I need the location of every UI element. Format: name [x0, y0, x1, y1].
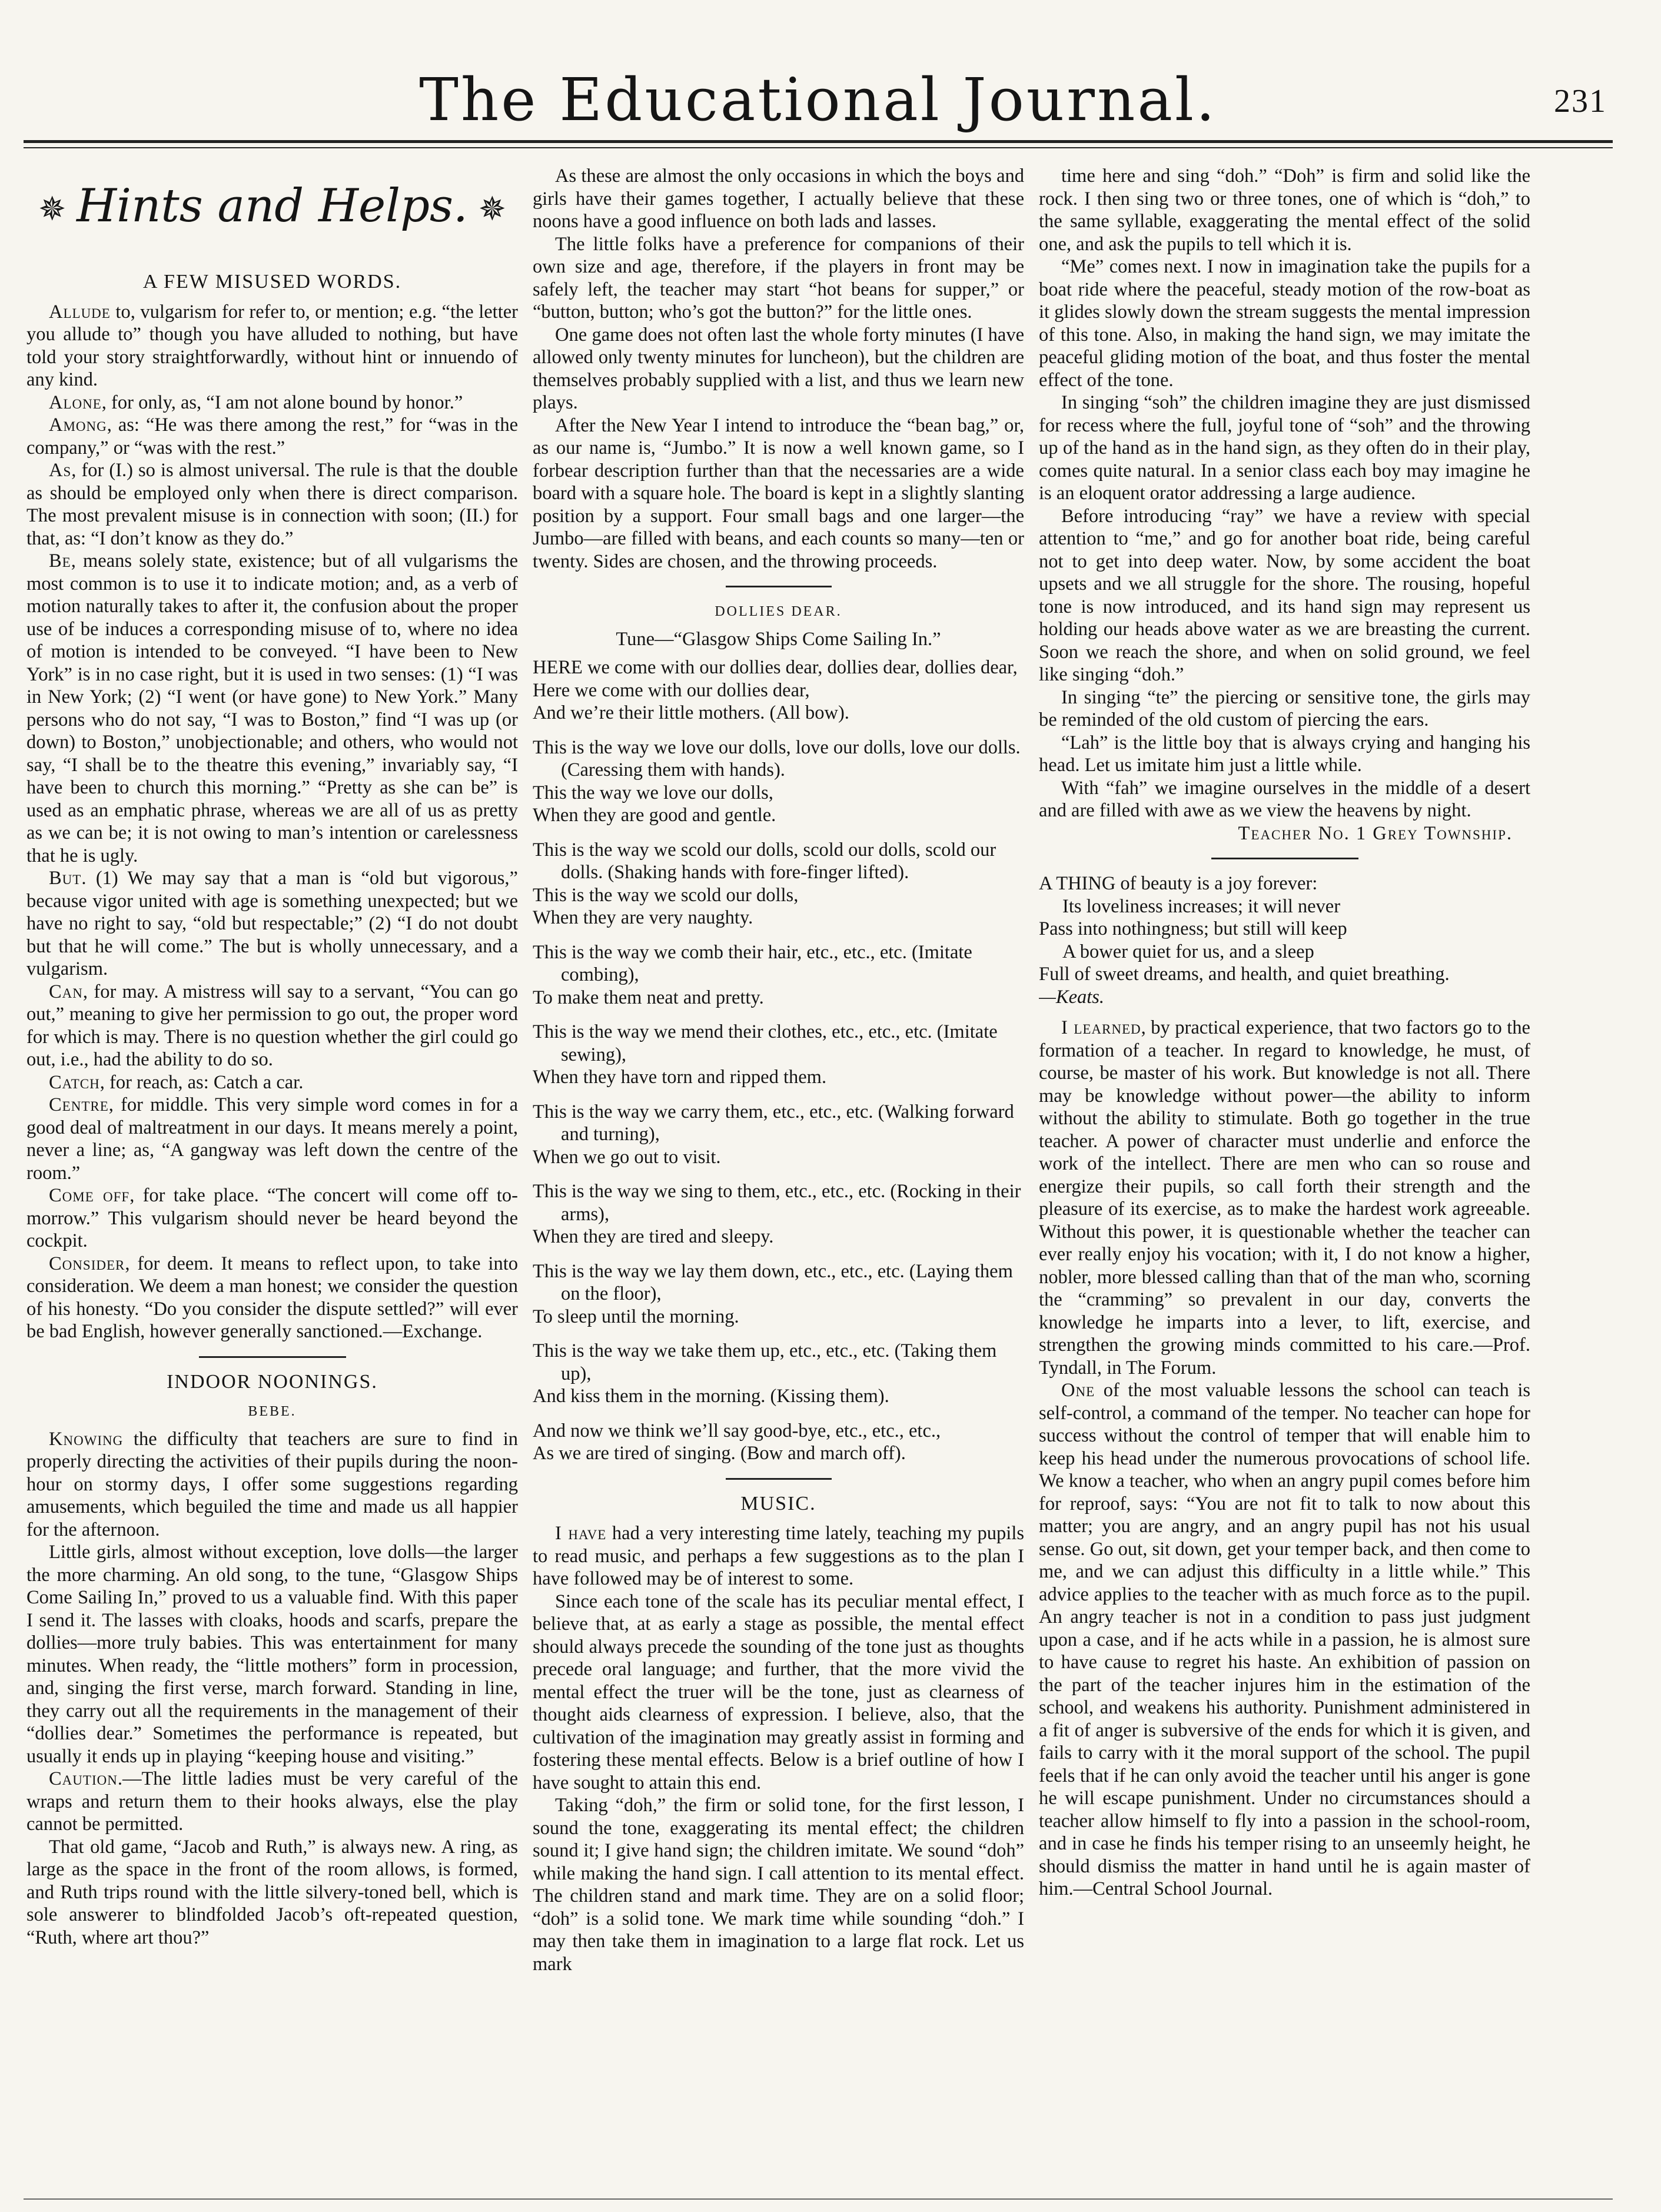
song-stanza [533, 736, 1024, 827]
paragraph: “Me” comes next. I now in imagination take the pupils for a boat ride where the peaceful, steady motion of the row-boat as it glides slowly down the stream suggests the mental impression of this tone. Also, in making the hand sign, we may imitate the peaceful gliding motion of the boat, and thus foster the mental effect of the tone. [1039, 256, 1530, 391]
paragraph-text: had a very interesting time lately, teaching my pupils to read music, and perhaps a few suggestions as to the plan I have followed may be of interest to some. [533, 1523, 1024, 1589]
column-2 [533, 165, 1024, 2178]
masthead [24, 65, 1613, 135]
song-line: This is the way we carry them, etc., etc., etc. (Walking forward and turning), [533, 1101, 1014, 1145]
masthead-rule [24, 140, 1613, 143]
paragraph [533, 1794, 1024, 1975]
paragraph: time here and sing “doh.” “Doh” is firm and solid like the rock. I then sing two or three tones, one of which is “doh,” to the same syllable, exaggerating the mental effect of the solid one, and ask the pupils to tell which it is. [1039, 165, 1530, 255]
paragraph [533, 1522, 1024, 1590]
song-line: And we’re their little mothers. (All bow). [533, 702, 849, 723]
paragraph-lead: But [49, 868, 82, 889]
song-stanza [533, 941, 1024, 1009]
song-stanza [533, 1340, 1024, 1408]
paragraph [26, 1541, 518, 1768]
paragraph [26, 391, 518, 414]
paragraph-lead: I learned [1061, 1017, 1141, 1038]
paragraph-lead: Can [49, 981, 83, 1002]
paragraph-lead: Catch [49, 1071, 100, 1093]
signature: Teacher No. 1 Grey Township. [1238, 822, 1513, 844]
paragraph-lead: Be [49, 550, 71, 572]
section-title: Hints and Helps. [77, 180, 468, 233]
paragraph: With “fah” we imagine ourselves in the middle of a desert and are filled with awe as we view the heavens by night. [1039, 777, 1530, 821]
column-1 [26, 165, 518, 2178]
column-3 [1039, 165, 1530, 2178]
paragraph-text: Since each tone of the scale has its peculiar mental effect, I believe that, at as early a stage as possible, the mental effect should always precede the sounding of the tone just as thoughts precede oral language; and further, that the more vivid the mental effect the truer will be the tone, just as clearness of thought aids clearness of expression. I believe, also, that the cultivation of the imagination may greatly assist in forming and fostering these mental effects. Below is a brief outline of how I have sought to attain this end. [533, 1590, 1024, 1793]
paragraph: “Lah” is the little boy that is always crying and hanging his head. Let us imitate him just a little while. [1039, 732, 1530, 776]
song-stanza [533, 1180, 1024, 1248]
poem-line: A THING of beauty is a joy forever: [1039, 873, 1318, 894]
song-line: And kiss them in the morning. (Kissing them). [533, 1386, 889, 1407]
paragraph-text: , for take place. “The concert will come off to-morrow.” This vulgarism should never be heard beyond the cockpit. [26, 1185, 518, 1251]
paragraph-text: , for middle. This very simple word comes in for a good deal of maltreatment in our days. It means merely a point, never a line; as, “A gangway was left down the centre of the room.” [26, 1094, 518, 1184]
paragraph-lead: Consider [49, 1253, 125, 1274]
song-line: Here we come with our dollies dear, [533, 679, 810, 701]
article-heading: MUSIC. [740, 1492, 816, 1514]
paragraph-text: That old game, “Jacob and Ruth,” is always new. A ring, as large as the space in the front of the room allows, is formed, and Ruth trips round with the little silvery-toned bell, which is sole answerer to blindfolded Jacob’s oft-repeated question, “Ruth, where art thou?” [26, 1836, 518, 1948]
article-heading: INDOOR NOONINGS. [167, 1370, 378, 1393]
song-stanza [533, 1260, 1024, 1328]
paragraph: One game does not often last the whole forty minutes (I have allowed only twenty minutes for luncheon), but the children are themselves probably supplied with a list, and thus we learn new plays. [533, 324, 1024, 413]
paragraph-text: , for deem. It means to reflect upon, to take into consideration. We deem a man honest; we consider the question of his honesty. “Do you consider the dispute settled?” will ever be bad English, however generally sanctioned.—Exchange. [26, 1253, 518, 1342]
song-line: This is the way we scold our dolls, scold our dolls, scold our dolls. (Shaking hands with fore-finger lifted). [533, 839, 996, 883]
poem [1039, 872, 1530, 1008]
paragraph-text: .—The little ladies must be very careful of the wraps and return them to their hooks always, else the play cannot be permitted. [26, 1768, 518, 1835]
poem-line: Full of sweet dreams, and health, and quiet breathing. [1039, 964, 1450, 985]
song-title: DOLLIES DEAR. [715, 604, 842, 619]
song-line: This is the way we love our dolls, love our dolls, love our dolls. (Caressing them with hands). [533, 736, 1021, 780]
paragraph-text: , means solely state, existence; but of all vulgarisms the most common is to use it to indicate motion; and, as a verb of motion naturally takes to after it, the confusion about the proper use of be induces a corresponding misuse of to, where no idea of motion is intended to be conveyed. “I have been to New York” is in no case right, but it is used in two senses: (1) “I was in New York; (2) “I went (or have gone) to New York.” Many persons who do not say, “I was to Boston,” find “I was up (or down) to Boston,” unobjectionable; and others, who would not say, “I shall be to the theatre this evening,” invariably say, “I have been to church this morning.” “Pretty as she can be” is used as an emphatic phrase, whereas we are all of us as pretty as we can be; it is not owing to man’s intention or carelessness that he is ugly. [26, 550, 518, 866]
paragraph [26, 1184, 518, 1253]
article-body [1039, 165, 1530, 822]
paragraph [26, 981, 518, 1071]
song-stanza [533, 839, 1024, 929]
paragraph [26, 1836, 518, 1949]
paragraph [1039, 1379, 1530, 1901]
paragraph [26, 867, 518, 981]
paragraph-text: of the most valuable lessons the school can teach is self-control, a command of the temper. No teacher can hope for success without the control of temper that will enable him to keep his head under the numerous provocations of school life. We know a teacher, who when an angry pupil comes before him for reproof, says: “You are not fit to talk to now about this matter; you are angry, and an angry pupil has not his usual sense. Go out, sit down, get your temper back, and then come to me, and we can adjust this difficulty in a little while.” This advice applies to the teacher with as much force as to the pupil. An angry teacher is not in a condition to pass just judgment upon a case, and if he acts while in a passion, he is almost sure to have cause to regret his haste. An exhibition of passion on the part of the teacher injures him in the estimation of the school, and weakens his authority. Punishment administered in a fit of anger is subversive of the ends for which it is given, and fails to carry with it the moral support of the school. The pupil feels that if he can only avoid the teacher until his anger is gone he will escape punishment. Under no circumstances should a teacher allow himself to fly into a passion in the school-room, and in case he finds his temper rising to an unseemly height, he should dismiss the matter in hand until he is again master of him.—Central School Journal. [1039, 1380, 1530, 1899]
paragraph [1039, 1017, 1530, 1379]
paragraph-text: Taking “doh,” the firm or solid tone, for the first lesson, I sound the tone, exaggerating its mental effect; the children sound it; I give hand sign; the children imitate. We sound “doh” while making the hand sign. I call attention to its mental effect. The children stand and mark time. They are on a solid floor; “doh” is a solid tone. We mark time while sounding “doh.” I may then take them in imagination to a large flat rock. Let us mark [533, 1795, 1024, 1975]
song-stanza [533, 656, 1024, 725]
song-line: This is the way we mend their clothes, etc., etc., etc. (Imitate sewing), [533, 1021, 998, 1065]
paragraph: The little folks have a preference for companions of their own size and age, therefore, if the players in front may be safely left, the teacher may start “hot beans for supper,” or “button, button; who’s got the button?” for the little ones. [533, 233, 1024, 323]
article-body [533, 165, 1024, 573]
paragraph-text: , for may. A mistress will say to a servant, “You can go out,” meaning to give her permission to go out, the proper word for which is may. There is no question whether the girl could go out, i.e., had the ability to do so. [26, 981, 518, 1070]
paragraph: After the New Year I intend to introduce the “bean bag,” or, as our name is, “Jumbo.” It is now a well known game, so I forbear description further than that the necessaries are a wide board with a square hole. The board is kept in a slightly slanting position by a support. Four small bags and one larger—the Jumbo—are filled with beans, and each counts so many—ten or twenty. Sides are chosen, and the throwing proceeds. [533, 414, 1024, 572]
paragraph: In singing “te” the piercing or sensitive tone, the girls may be reminded of the old custom of piercing the ears. [1039, 686, 1530, 730]
divider [199, 1356, 346, 1358]
paragraph [26, 1428, 518, 1542]
paragraph: In singing “soh” the children imagine they are just dismissed for recess where the full, joyful tone of “soh” and the throwing up of the hand as in the hand sign, as they often do in their play, comes quite natural. In a senior class each boy may imagine he is an eloquent orator addressing a large audience. [1039, 392, 1530, 504]
paragraph-text: to, vulgarism for refer to, or mention; e.g. “the letter you allude to” though you have alluded to nothing, but have told your story straightforwardly, without hint or innuendo of any kind. [26, 301, 518, 390]
song-stanza [533, 1101, 1024, 1169]
paragraph-text: Little girls, almost without exception, love dolls—the larger the more charming. An old song, to the tune, “Glasgow Ships Come Sailing In,” proved to us a valuable find. With this paper I send it. The lasses with cloaks, hoods and scarfs, prepare the dollies—more truly babies. This was entertainment for many minutes. When ready, the “little mothers” form in procession, and, singing the first verse, march forward. Standing in line, they carry out all the requirements in the management of their “dollies dear.” Sometimes the performance is repeated, but usually it ends up in playing “keeping house and visiting.” [26, 1542, 518, 1767]
paragraph [26, 1071, 518, 1094]
paragraph [26, 1094, 518, 1184]
masthead-rule-thin [24, 147, 1613, 148]
paragraph-lead: As [49, 460, 72, 481]
paragraph-text: . (1) We may say that a man is “old but vigorous,” because vigor united with age is something unexpected; but we have no right to say, “old but respectable;” (2) “I do not doubt but that he will come.” The but is wholly unnecessary, and a vulgarism. [26, 868, 518, 979]
song-lyrics [533, 656, 1024, 1465]
poem-line: A bower quiet for us, and a sleep [1062, 941, 1314, 962]
song-line: When they have torn and ripped them. [533, 1067, 827, 1088]
article-byline: BEBE. [248, 1404, 297, 1419]
song-line: When we go out to visit. [533, 1146, 721, 1168]
paragraph [26, 459, 518, 550]
article-body [1039, 1017, 1530, 1901]
song-line: This is the way we scold our dolls, [533, 884, 799, 906]
poem-line: Pass into nothingness; but still will keep [1039, 918, 1347, 939]
poem-attribution: —Keats. [1039, 986, 1105, 1008]
song-stanza [533, 1021, 1024, 1089]
song-line: When they are tired and sleepy. [533, 1226, 774, 1247]
article-body [26, 301, 518, 1343]
paragraph: As these are almost the only occasions in which the boys and girls have their games together, I actually believe that these noons have a good influence on both lads and lasses. [533, 165, 1024, 232]
paragraph-text: , for reach, as: Catch a car. [99, 1071, 304, 1093]
paragraph [26, 550, 518, 867]
song-line: This the way we love our dolls, [533, 782, 773, 803]
song-line: This is the way we sing to them, etc., etc., etc. (Rocking in their arms), [533, 1181, 1021, 1225]
divider [726, 586, 832, 587]
paragraph-lead: Come off [49, 1185, 130, 1206]
bottom-rule [24, 2198, 1613, 2200]
article-body [533, 1522, 1024, 1975]
song-tune: Tune—“Glasgow Ships Come Sailing In.” [616, 628, 941, 650]
divider [726, 1478, 832, 1480]
paragraph-lead: Caution [49, 1768, 118, 1789]
poem-line: Its loveliness increases; it will never [1062, 895, 1341, 917]
paragraph-lead: I have [555, 1523, 607, 1544]
song-line: This is the way we comb their hair, etc., etc., etc. (Imitate combing), [533, 941, 972, 985]
song-line: To make them neat and pretty. [533, 987, 764, 1008]
song-line: HERE we come with our dollies dear, dollies dear, dollies dear, [533, 657, 1018, 678]
paragraph [26, 414, 518, 459]
song-line: This is the way we take them up, etc., etc., etc. (Taking them up), [533, 1340, 997, 1384]
paragraph-lead: Allude [49, 301, 111, 323]
paragraph: Before introducing “ray” we have a review with special attention to “me,” and go for another boat ride, being careful not to get into deep water. Now, by some accident the boat upsets and we all struggle for the shore. The rousing, hopeful tone is now introduced, and its hand sign may represent us holding our heads above water as we are breasting the current. Soon we reach the shore, and when on solid ground, we feel like singing “doh.” [1039, 505, 1530, 685]
song-stanza [533, 1420, 1024, 1465]
article-heading: A FEW MISUSED WORDS. [142, 271, 402, 293]
song-line: When they are very naughty. [533, 907, 753, 928]
paragraph-lead: Centre [49, 1094, 109, 1115]
paragraph-lead: Among [49, 414, 107, 436]
paragraph [533, 1590, 1024, 1795]
asterisk-ornament-icon: ✵ [478, 190, 506, 228]
song-line: And now we think we’ll say good-bye, etc., etc., etc., [533, 1420, 941, 1442]
paragraph [26, 301, 518, 391]
paragraph-lead: Alone [49, 391, 102, 413]
paragraph-text: , for (I.) so is almost universal. The rule is that the double as should be employed only when there is direct comparison. The most prevalent misuse is in connection with soon; (II.) for that, as: “I don’t know as they do.” [26, 460, 518, 549]
paragraph-text: the difficulty that teachers are sure to find in properly directing the activities of their pupils during the noon-hour on stormy days, I offer some suggestions regarding amusements, which beguiled the time and made us all happier for the afternoon. [26, 1428, 518, 1540]
section-banner [26, 165, 518, 253]
paragraph-text: , by practical experience, that two factors go to the formation of a teacher. In regard to knowledge, he must, of course, be master of his work. But knowledge is not all. There may be knowledge without power—the ability to inform without the ability to stimulate. Both go together in the true teacher. A power of character must underlie and enforce the work of the intellect. There are men who can so rouse and energize their pupils, so call forth their strength and the pleasure of its exercise, as to make the hardest work agreeable. Without this power, it is questionable whether the teacher can ever really enjoy his vocation; with it, I do not know a higher, nobler, more blessed calling than that of the man who, scorning the “cramming” so prevalent in our day, converts the knowledge he imparts into a lever, to lift, exercise, and strengthen the growing minds committed to his care.—Prof. Tyndall, in The Forum. [1039, 1017, 1530, 1379]
paragraph-lead: One [1061, 1380, 1095, 1401]
journal-title: The Educational Journal. [419, 65, 1217, 134]
paragraph-text: , for only, as, “I am not alone bound by honor.” [101, 391, 463, 413]
article-body [26, 1428, 518, 1949]
song-line: As we are tired of singing. (Bow and march off). [533, 1443, 906, 1464]
paragraph-lead: Knowing [49, 1428, 124, 1450]
divider [1211, 858, 1358, 859]
song-line: This is the way we lay them down, etc., etc., etc. (Laying them on the floor), [533, 1260, 1013, 1304]
asterisk-ornament-icon: ✵ [38, 190, 67, 228]
paragraph-text: , as: “He was there among the rest,” for “was in the company,” or “was with the rest.” [26, 414, 518, 459]
paragraph [26, 1768, 518, 1836]
song-line: When they are good and gentle. [533, 805, 776, 826]
paragraph [26, 1253, 518, 1343]
song-line: To sleep until the morning. [533, 1306, 739, 1327]
page-number: 231 [1554, 83, 1607, 119]
